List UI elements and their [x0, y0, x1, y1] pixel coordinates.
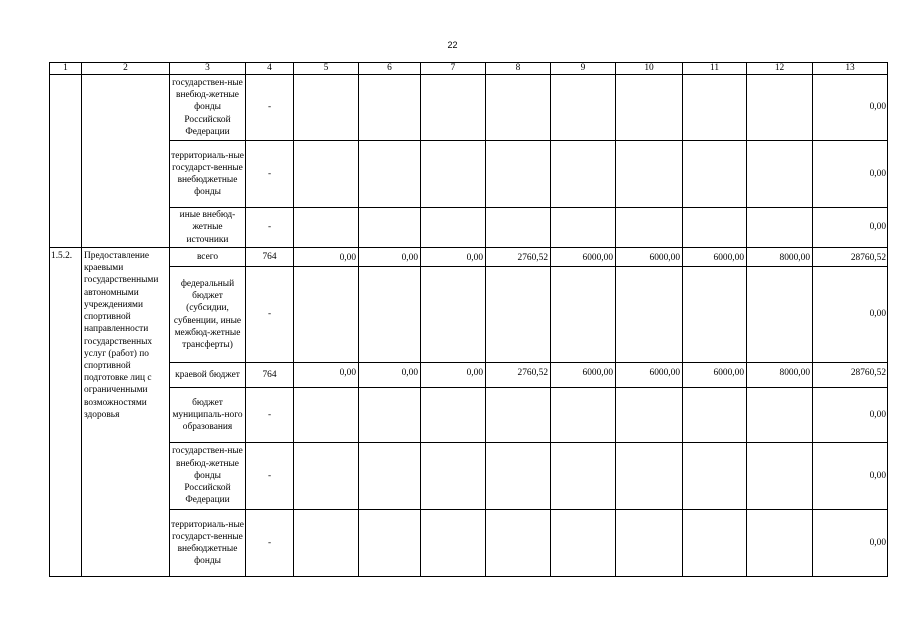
header-cell: 3 [170, 63, 246, 75]
total-cell: 0,00 [813, 75, 888, 141]
header-cell: 7 [421, 63, 486, 75]
table-row [50, 510, 888, 577]
header-cell: 4 [246, 63, 294, 75]
funding-source: краевой бюджет [170, 363, 246, 388]
funding-source: иные внебюд-жетные источники [170, 208, 246, 248]
value-cell: 6000,00 [616, 363, 683, 388]
header-cell: 1 [50, 63, 82, 75]
total-cell: 0,00 [813, 510, 888, 577]
total-cell: 0,00 [813, 208, 888, 248]
header-cell: 10 [616, 63, 683, 75]
total-cell: 0,00 [813, 388, 888, 443]
header-cell: 5 [294, 63, 359, 75]
value-cell: 6000,00 [616, 248, 683, 267]
header-cell: 8 [486, 63, 551, 75]
table-row [50, 141, 888, 208]
code-cell: - [246, 141, 294, 208]
table-row [50, 75, 888, 141]
funding-source: государствен-ные внебюд-жетные фонды Российской Федерации [170, 75, 246, 141]
code-cell: 764 [246, 363, 294, 388]
value-cell: 0,00 [421, 363, 486, 388]
section-number: 1.5.2. [50, 248, 82, 577]
table-row [50, 267, 888, 363]
total-cell: 0,00 [813, 443, 888, 510]
value-cell: 0,00 [294, 363, 359, 388]
page-number: 22 [447, 40, 458, 50]
value-cell: 6000,00 [551, 248, 616, 267]
funding-source: всего [170, 248, 246, 267]
code-cell: - [246, 267, 294, 363]
table-row [50, 248, 888, 267]
table-row [50, 208, 888, 248]
funding-source: бюджет муниципаль-ного образования [170, 388, 246, 443]
value-cell: 6000,00 [551, 363, 616, 388]
table-row [50, 443, 888, 510]
budget-table [49, 62, 888, 577]
header-cell: 2 [82, 63, 170, 75]
header-cell: 11 [683, 63, 747, 75]
value-cell: 0,00 [359, 363, 421, 388]
table-row [50, 388, 888, 443]
header-cell: 12 [747, 63, 813, 75]
value-cell: 2760,52 [486, 363, 551, 388]
code-cell: - [246, 510, 294, 577]
table-row [50, 363, 888, 388]
section-name: Предоставление краевыми государственными автономными учреждениями спортивной направленности государственных услуг (работ) по спортивной подготовке лиц с ограниченными возможностями здоровья [82, 248, 170, 577]
total-cell: 28760,52 [813, 363, 888, 388]
header-row [50, 63, 888, 75]
funding-source: территориаль-ные государст-венные внебюджетные фонды [170, 510, 246, 577]
value-cell: 0,00 [359, 248, 421, 267]
value-cell: 0,00 [421, 248, 486, 267]
value-cell: 6000,00 [683, 248, 747, 267]
code-cell: - [246, 75, 294, 141]
value-cell: 6000,00 [683, 363, 747, 388]
total-cell: 28760,52 [813, 248, 888, 267]
empty-cell [50, 75, 82, 248]
empty-cell [82, 75, 170, 248]
total-cell: 0,00 [813, 141, 888, 208]
funding-source: государствен-ные внебюд-жетные фонды Российской Федерации [170, 443, 246, 510]
code-cell: - [246, 208, 294, 248]
header-cell: 13 [813, 63, 888, 75]
funding-source: территориаль-ные государст-венные внебюджетные фонды [170, 141, 246, 208]
code-cell: 764 [246, 248, 294, 267]
code-cell: - [246, 443, 294, 510]
value-cell: 8000,00 [747, 363, 813, 388]
value-cell: 8000,00 [747, 248, 813, 267]
value-cell: 0,00 [294, 248, 359, 267]
code-cell: - [246, 388, 294, 443]
funding-source: федеральный бюджет (субсидии, субвенции, иные межбюд-жетные трансферты) [170, 267, 246, 363]
value-cell: 2760,52 [486, 248, 551, 267]
header-cell: 6 [359, 63, 421, 75]
header-cell: 9 [551, 63, 616, 75]
total-cell: 0,00 [813, 267, 888, 363]
